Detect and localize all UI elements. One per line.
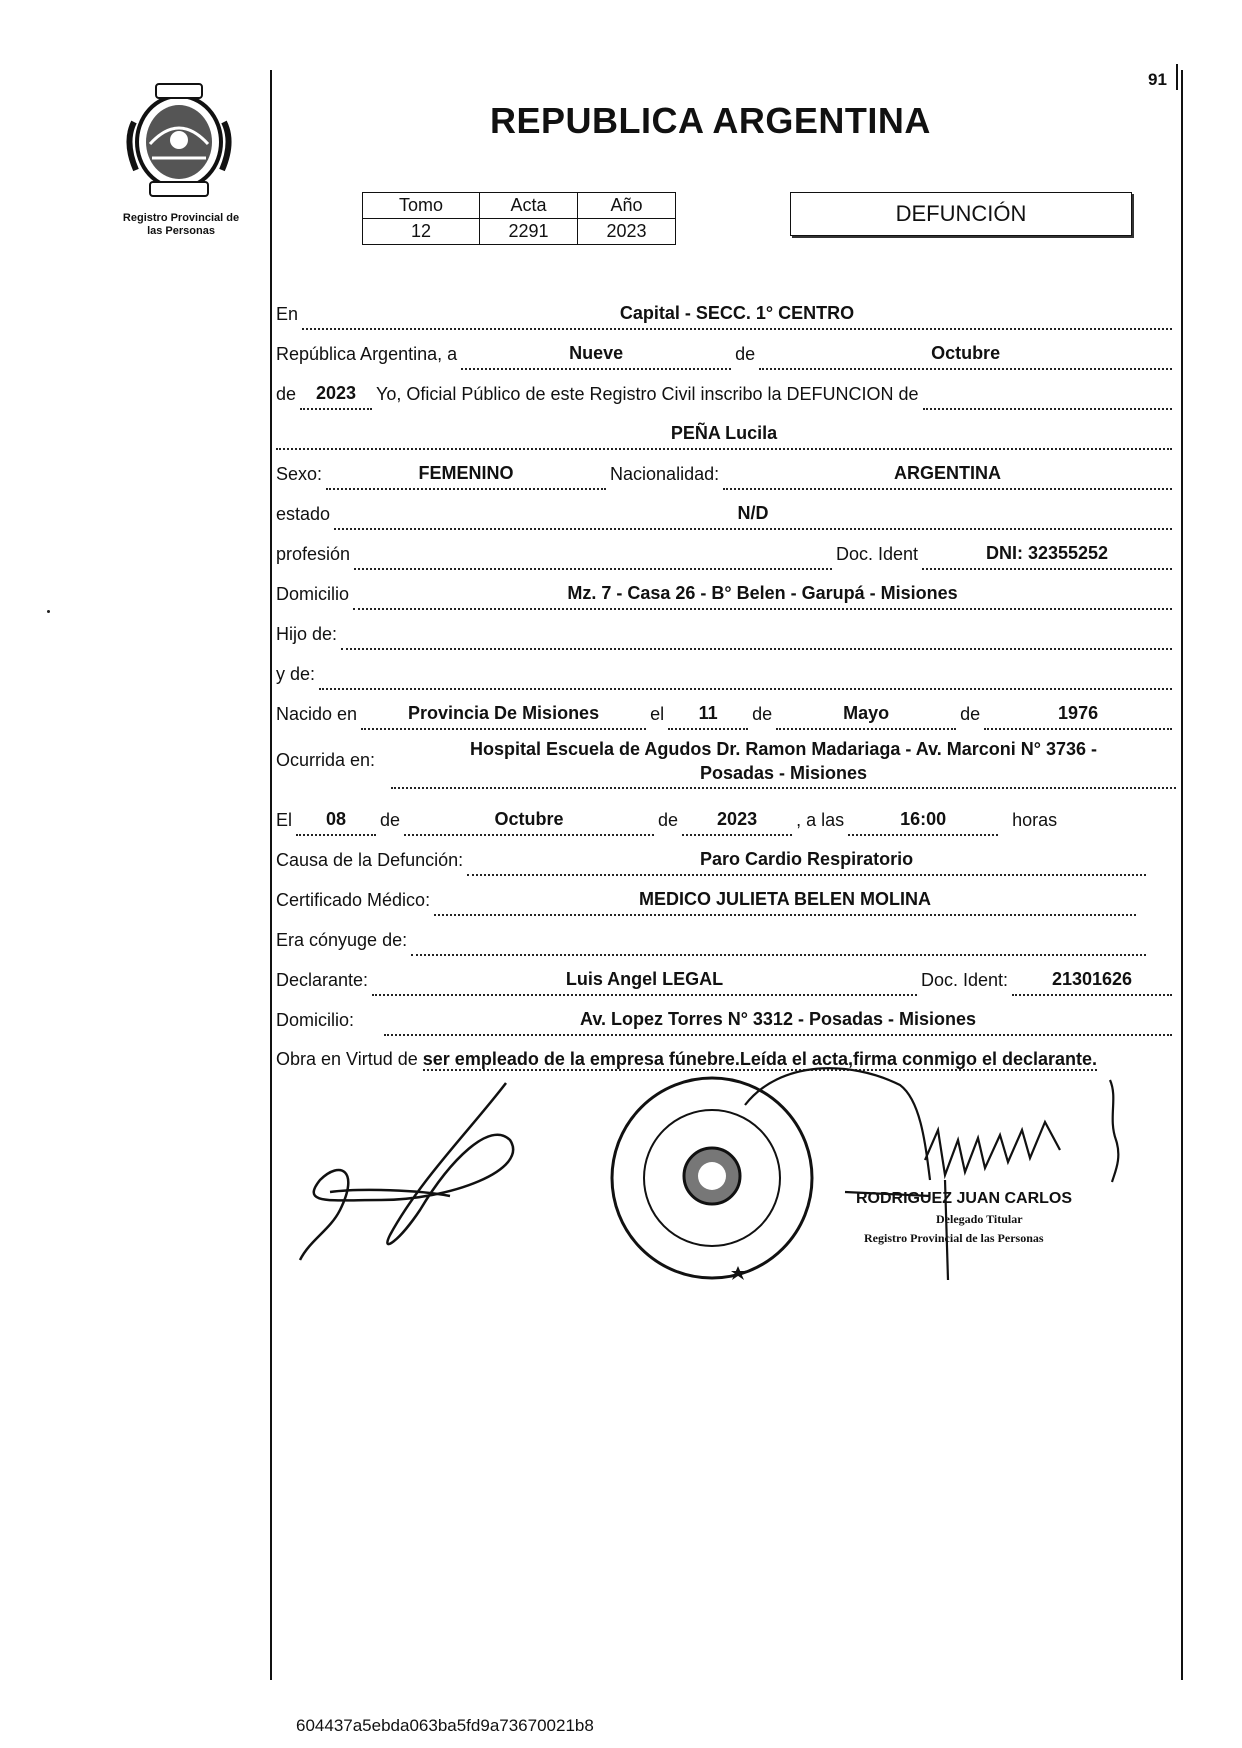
label-y-de: y de: bbox=[276, 664, 316, 684]
value-def-mes: Octubre bbox=[404, 808, 654, 836]
official-role: Delegado Titular bbox=[936, 1212, 1023, 1226]
acta-header-tomo: Tomo bbox=[363, 193, 480, 219]
acta-value-tomo: 12 bbox=[363, 219, 480, 245]
value-def-dia: 08 bbox=[296, 808, 376, 836]
value-lugar: Capital - SECC. 1° CENTRO bbox=[302, 302, 1172, 330]
label-horas: horas bbox=[1012, 810, 1058, 830]
row-profesion bbox=[276, 530, 1176, 570]
acta-table bbox=[362, 192, 676, 245]
label-conyuge: Era cónyuge de: bbox=[276, 930, 408, 950]
label-nacionalidad: Nacionalidad: bbox=[610, 464, 720, 484]
acta-value-row bbox=[363, 219, 676, 245]
row-fecha-defuncion bbox=[276, 796, 1176, 836]
registry-stamp-icon bbox=[612, 1078, 812, 1280]
value-nacionalidad: ARGENTINA bbox=[723, 462, 1172, 490]
acta-header-row bbox=[363, 193, 676, 219]
row-fecha bbox=[276, 330, 1176, 370]
inscribo-blank bbox=[923, 382, 1172, 410]
value-nac-dia: 11 bbox=[668, 702, 748, 730]
declarant-signature bbox=[300, 1083, 513, 1260]
label-a-las: , a las bbox=[796, 810, 845, 830]
row-conyuge bbox=[276, 916, 1176, 956]
value-nac-anio: 1976 bbox=[984, 702, 1172, 730]
value-ocurrida bbox=[391, 737, 1176, 789]
document-type-box: DEFUNCIÓN bbox=[790, 192, 1132, 236]
registry-caption bbox=[96, 212, 266, 238]
official-signature bbox=[745, 1068, 1118, 1280]
label-ocurrida: Ocurrida en: bbox=[276, 749, 376, 770]
label-decl-domicilio: Domicilio: bbox=[276, 1010, 355, 1030]
row-domicilio bbox=[276, 570, 1176, 610]
label-el-cap: El bbox=[276, 810, 293, 830]
value-obra: ser empleado de la empresa fúnebre.Leída el acta,firma conmigo el declarante. bbox=[422, 1049, 1098, 1069]
row-causa bbox=[276, 836, 1176, 876]
value-domicilio: Mz. 7 - Casa 26 - B° Belen - Garupá - Misiones bbox=[353, 582, 1172, 610]
registry-line-2: las Personas bbox=[147, 225, 215, 237]
official-name: RODRIGUEZ JUAN CARLOS bbox=[856, 1190, 1073, 1207]
value-conyuge bbox=[411, 928, 1146, 956]
value-decl-domicilio: Av. Lopez Torres N° 3312 - Posadas - Misiones bbox=[384, 1008, 1172, 1036]
value-def-anio: 2023 bbox=[682, 808, 792, 836]
value-decl-doc: 21301626 bbox=[1012, 968, 1172, 996]
value-causa: Paro Cardio Respiratorio bbox=[467, 848, 1146, 876]
label-nacido: Nacido en bbox=[276, 704, 358, 724]
label-declarante: Declarante: bbox=[276, 970, 369, 990]
value-hora: 16:00 bbox=[848, 808, 998, 836]
label-de-def-mes: de bbox=[380, 810, 401, 830]
label-profesion: profesión bbox=[276, 544, 351, 564]
registry-line-1: Registro Provincial de bbox=[122, 212, 240, 224]
label-el: el bbox=[650, 704, 665, 724]
stray-dot bbox=[47, 610, 50, 613]
value-dia: Nueve bbox=[461, 342, 731, 370]
row-certificado bbox=[276, 876, 1176, 916]
label-en: En bbox=[276, 304, 299, 324]
acta-header-acta: Acta bbox=[480, 193, 578, 219]
label-certificado: Certificado Médico: bbox=[276, 890, 431, 910]
row-decl-domicilio bbox=[276, 996, 1176, 1036]
margin-tick bbox=[1176, 64, 1178, 90]
left-margin-line bbox=[270, 70, 272, 1680]
value-certificado: MEDICO JULIETA BELEN MOLINA bbox=[434, 888, 1136, 916]
row-estado bbox=[276, 490, 1176, 530]
value-ocurrida-line-2: Posadas - Misiones bbox=[699, 763, 868, 783]
label-doc-ident: Doc. Ident bbox=[835, 544, 918, 564]
row-sexo bbox=[276, 450, 1176, 490]
value-estado: N/D bbox=[334, 502, 1172, 530]
label-de-nac-mes: de bbox=[752, 704, 773, 724]
label-de-nac-anio: de bbox=[960, 704, 981, 724]
acta-value-acta: 2291 bbox=[480, 219, 578, 245]
value-anio: 2023 bbox=[300, 382, 372, 410]
label-de-anio: de bbox=[276, 384, 297, 404]
value-doc-ident: DNI: 32355252 bbox=[922, 542, 1172, 570]
row-en bbox=[276, 290, 1176, 330]
label-hijo: Hijo de: bbox=[276, 624, 338, 644]
label-de: de bbox=[735, 344, 756, 364]
label-republica: República Argentina, a bbox=[276, 344, 458, 364]
label-inscribo: Yo, Oficial Público de este Registro Civil inscribo la DEFUNCION de bbox=[376, 384, 919, 404]
footer-hash: 604437a5ebda063ba5fd9a73670021b8 bbox=[296, 1716, 594, 1735]
value-nacido-en: Provincia De Misiones bbox=[361, 702, 646, 730]
row-inscribo bbox=[276, 370, 1176, 410]
value-nombre: PEÑA Lucila bbox=[276, 422, 1172, 450]
acta-header-anio: Año bbox=[578, 193, 676, 219]
label-estado: estado bbox=[276, 504, 331, 524]
value-y-de bbox=[319, 662, 1172, 690]
label-sexo: Sexo: bbox=[276, 464, 323, 484]
label-de-def-anio: de bbox=[658, 810, 679, 830]
official-office: Registro Provincial de las Personas bbox=[864, 1231, 1044, 1245]
value-mes: Octubre bbox=[759, 342, 1172, 370]
value-hijo bbox=[341, 622, 1172, 650]
label-obra: Obra en Virtud de bbox=[276, 1049, 418, 1069]
value-declarante: Luis Angel LEGAL bbox=[372, 968, 917, 996]
page-title: REPUBLICA ARGENTINA bbox=[490, 100, 931, 141]
row-obra bbox=[276, 1046, 1176, 1072]
row-y-de bbox=[276, 650, 1176, 690]
row-nacido bbox=[276, 690, 1176, 730]
page-number: 91 bbox=[1148, 70, 1167, 89]
value-sexo: FEMENINO bbox=[326, 462, 606, 490]
row-ocurrida bbox=[276, 730, 1176, 796]
label-causa: Causa de la Defunción: bbox=[276, 850, 464, 870]
row-declarante bbox=[276, 956, 1176, 996]
value-nac-mes: Mayo bbox=[776, 702, 956, 730]
label-domicilio: Domicilio bbox=[276, 584, 350, 604]
right-margin-line bbox=[1181, 70, 1183, 1680]
death-record-form bbox=[276, 290, 1176, 1072]
official-block bbox=[856, 1190, 1072, 1246]
row-hijo bbox=[276, 610, 1176, 650]
value-profesion bbox=[354, 542, 832, 570]
row-nombre bbox=[276, 410, 1176, 450]
acta-value-anio: 2023 bbox=[578, 219, 676, 245]
value-ocurrida-line-1: Hospital Escuela de Agudos Dr. Ramon Madariaga - Av. Marconi N° 3736 - bbox=[470, 739, 1098, 759]
provincial-seal-icon bbox=[120, 82, 238, 200]
label-decl-doc: Doc. Ident: bbox=[920, 970, 1008, 990]
